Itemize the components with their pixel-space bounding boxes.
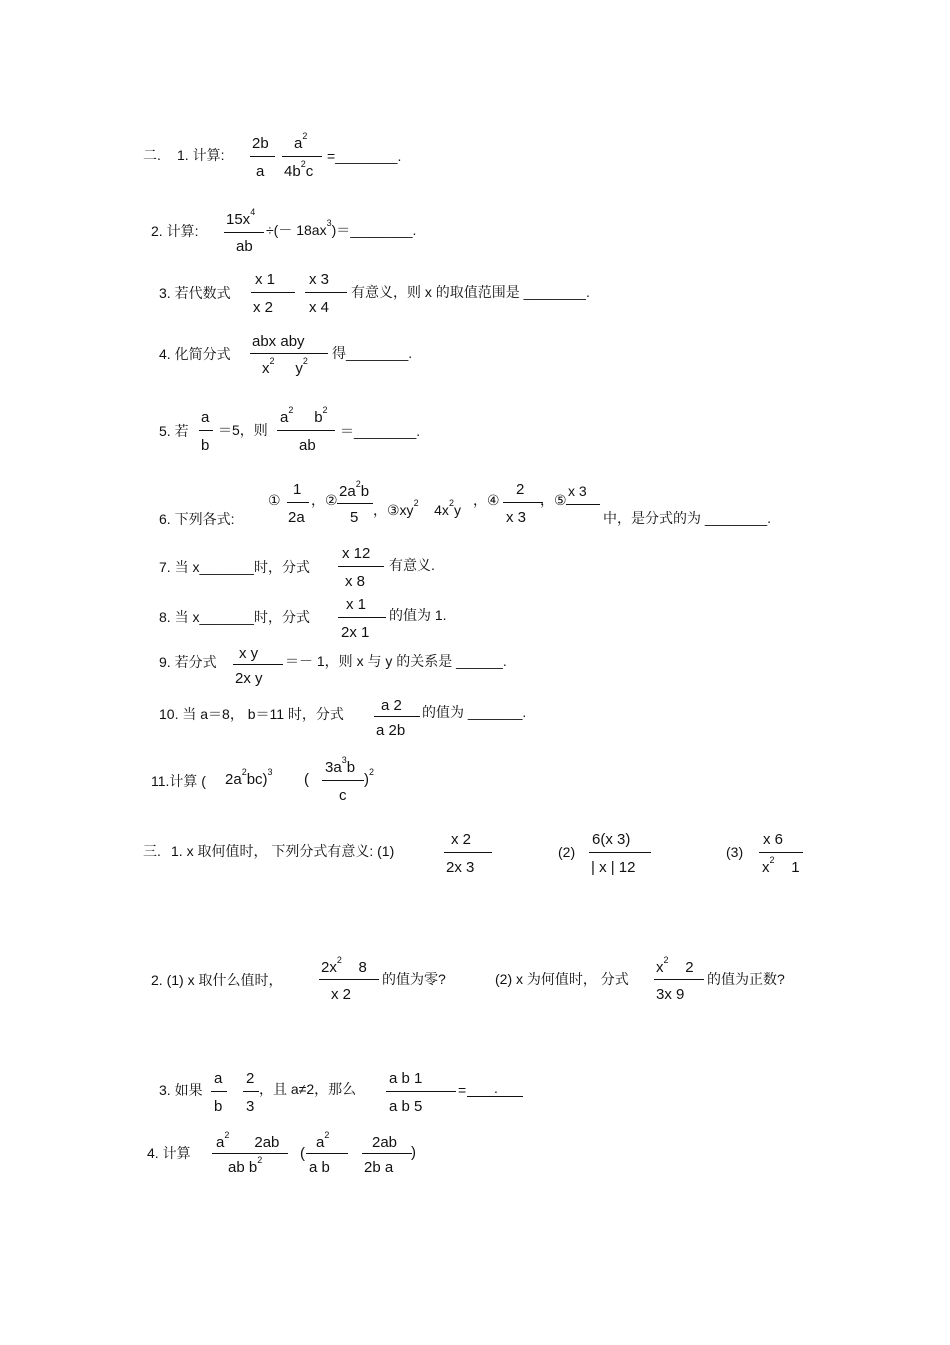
q3-4-open-paren: ( xyxy=(300,1145,305,1162)
q2-9-rest: ＝－ 1，则 x 与 y 的关系是 ______. xyxy=(285,653,507,669)
q2-2-label: 2. 计算: xyxy=(151,223,199,239)
q3-2-rest-2: 的值为正数? xyxy=(707,971,785,987)
q2-11-label: 11.计算 ( xyxy=(151,773,206,789)
q2-3-rest: 有意义，则 x 的取值范围是 ________. xyxy=(351,284,590,300)
q2-4-label: 4. 化简分式 xyxy=(159,346,231,362)
q3-2-label-2: (2) x 为何值时， 分式 xyxy=(495,971,629,987)
q3-3-equals: = xyxy=(458,1082,467,1098)
q2-7-rest: 有意义. xyxy=(389,557,435,573)
worksheet-page: 二. 1. 计算: 2b a $a^2$ $4b^2c$ =________. 2. 计算: $15x^4$ ab ÷(－ $18ax^3)=\_\_\_\_\_\_\_\_$. 3. 若代数式 x 1 x 2 x 3 x 4 有意义，则 x 的取值范围是 ________. 4. 化简分式 abx aby $x^2$ $y^2$ 得________. 5. 若 a b ＝5，则 $a^2$ $b^2$ ab ＝________. 6. 下列各式: ① 1 2a ，② $2a^2b$ 5 ，$③xy^2$ $4x^2y$ ，④ 2 x 3 ，⑤ x 3 中，是分式的为 ________. 7. 当 x_______时，分式 x 12 x 8 有意义. 8. 当 x_______时，分式 x 1 2x 1 的值为 1. 9. 若分式 x y 2x y ＝－ 1，则 x 与 y 的关系是 ______. 10. 当 a＝8， b＝11 时，分式 a 2 a 2b 的值为 _______. 11.计算 ( $2a^2bc)^3$ ( $3a^3b$ c )$^2$ 三. 1. x 取何值时， 下列分式有意义: (1) x 2 2x 3 (2) 6(x 3) | x | 12 (3) x 6 $x^2$ 1 2. (1) x 取什么值时， $2x^2$ 8 x 2 的值为零? (2) x 为何值时， 分式 $x^2$ 2 3x 9 的值为正数? 3. 如果 a b 2 3 ，且 a≠2，那么 a b 1 a b 5 = . 4. 计算 $a^2$ 2ab ab $b^2$ ( $a^2$ a b 2ab 2b a ) xyxy=(0,0,950,1345)
q3-1-part-2-marker: (2) xyxy=(558,844,576,860)
q2-9-label: 9. 若分式 xyxy=(159,654,217,670)
q3-1-part-3-marker: (3) xyxy=(726,844,744,860)
q3-4-close-paren: ) xyxy=(411,1144,416,1161)
q2-6-label: 6. 下列各式: xyxy=(159,511,235,527)
q2-8-rest: 的值为 1. xyxy=(389,607,447,623)
q2-1-answer-blank[interactable]: =________. xyxy=(327,148,402,164)
q2-6-circle-2: ，② xyxy=(311,492,338,508)
q3-2-label: 2. (1) x 取什么值时， xyxy=(151,972,283,988)
q3-3-label: 3. 如果 xyxy=(159,1082,203,1098)
section-2-marker: 二. xyxy=(143,147,161,163)
q3-3-mid: ，且 a≠2，那么 xyxy=(259,1081,357,1097)
q2-5-label: 5. 若 xyxy=(159,423,189,439)
q2-10-rest: 的值为 _______. xyxy=(422,704,527,720)
q2-7-label: 7. 当 x_______时，分式 xyxy=(159,559,310,575)
q2-6-circle-5: ，⑤ xyxy=(540,492,567,508)
q3-3-answer-blank[interactable] xyxy=(467,1096,523,1097)
q2-11-close-paren: )$^2$ xyxy=(364,767,375,788)
q2-1-label: 1. 计算: xyxy=(177,147,225,163)
q2-2-expression: ÷(－ $18ax^3)=\_\_\_\_\_\_\_\_$. xyxy=(266,218,417,238)
q2-6-circle-1: ① xyxy=(268,492,281,508)
section-3-marker: 三. xyxy=(143,843,161,859)
q2-6-circle-4: ，④ xyxy=(473,492,500,508)
q2-6-item-3: ，$③xy^2$ $4x^2y$ xyxy=(373,498,461,518)
q2-3-label: 3. 若代数式 xyxy=(159,285,231,301)
q3-1-label: 1. x 取何值时， 下列分式有意义: (1) xyxy=(171,843,395,859)
q2-6-rest: 中，是分式的为 ________. xyxy=(603,510,772,526)
q2-8-label: 8. 当 x_______时，分式 xyxy=(159,609,310,625)
q2-11-open-paren: ( xyxy=(304,771,309,788)
q2-5-mid: ＝5，则 xyxy=(218,422,268,438)
q2-10-label: 10. 当 a＝8， b＝11 时，分式 xyxy=(159,706,344,722)
q3-3-blank-dot: . xyxy=(494,1080,498,1096)
q3-2-rest-1: 的值为零? xyxy=(382,971,446,987)
q3-4-label: 4. 计算 xyxy=(147,1145,191,1161)
q2-11-term-1: $2a^2bc)^3$ xyxy=(225,767,273,788)
q2-5-answer-blank[interactable]: ＝________. xyxy=(340,423,421,439)
q2-4-rest: 得________. xyxy=(332,345,413,361)
